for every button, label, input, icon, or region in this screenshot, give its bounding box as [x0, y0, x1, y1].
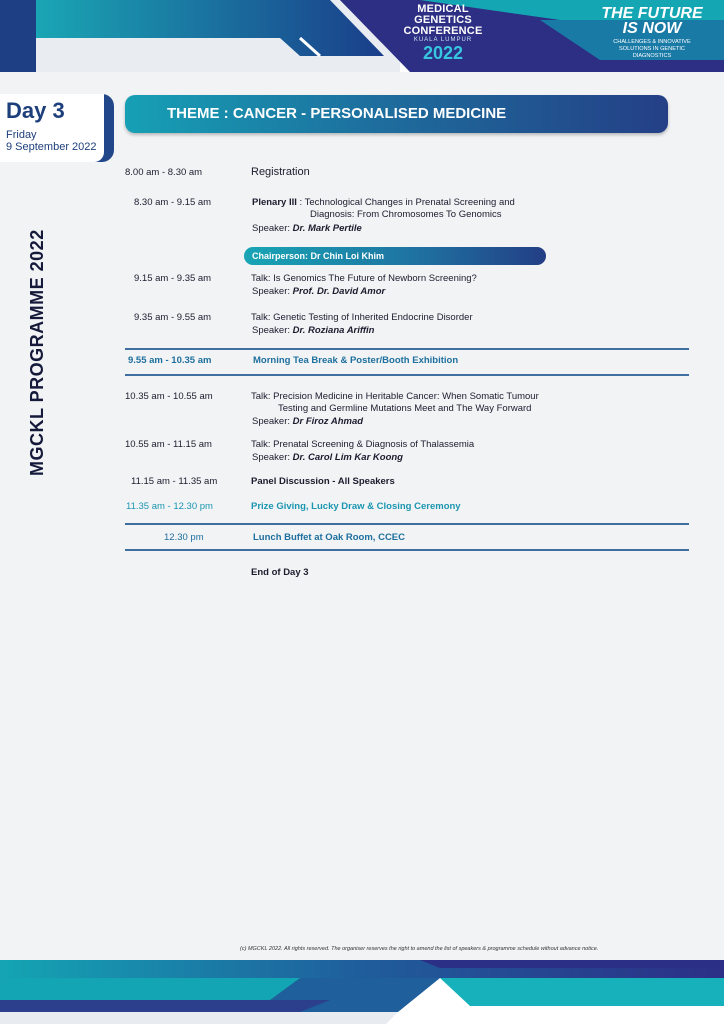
- tagline-sub-1: CHALLENGES & INNOVATIVE: [613, 39, 691, 45]
- logo-line-3: CONFERENCE: [403, 25, 483, 37]
- session-plenary: [252, 197, 515, 208]
- divider: [125, 348, 689, 350]
- session-panel: Panel Discussion - All Speakers: [251, 476, 395, 487]
- time-1: 8.00 am - 8.30 am: [125, 167, 203, 178]
- time-3: 9.15 am - 9.35 am: [134, 273, 212, 284]
- end-of-day: End of Day 3: [251, 567, 309, 578]
- logo-city: KUALA LUMPUR: [413, 37, 473, 43]
- divider: [125, 374, 689, 376]
- logo-line-1: MEDICAL: [417, 3, 469, 15]
- theme-banner: [125, 95, 668, 133]
- day-title: Day 3: [6, 98, 65, 123]
- session-registration: Registration: [251, 166, 310, 178]
- speaker-label: Speaker:: [252, 416, 293, 427]
- time-2: 8.30 am - 9.15 am: [134, 197, 212, 208]
- tagline-line-1: THE FUTURE: [601, 5, 703, 22]
- session-talk-newborn: Talk: Is Genomics The Future of Newborn Screening?: [251, 273, 477, 284]
- conference-logo: [398, 4, 488, 62]
- programme-side-title: MGCKL PROGRAMME 2022: [27, 229, 47, 476]
- time-10: 12.30 pm: [164, 532, 204, 543]
- time-5: 9.55 am - 10.35 am: [128, 355, 212, 366]
- speaker-label: Speaker:: [252, 325, 293, 336]
- chairperson-banner: [244, 247, 546, 265]
- day-date: [6, 129, 97, 153]
- tagline-sub-2: SOLUTIONS IN GENETIC: [619, 46, 685, 52]
- session-talk-thalassemia: Talk: Prenatal Screening & Diagnosis of Thalassemia: [251, 439, 475, 450]
- session-talk-endocrine: Talk: Genetic Testing of Inherited Endocrine Disorder: [251, 312, 473, 323]
- chairperson-text: Chairperson: Dr Chin Loi Khim: [252, 251, 385, 261]
- plenary-title-2: Diagnosis: From Chromosomes To Genomics: [310, 209, 502, 220]
- time-4: 9.35 am - 9.55 am: [134, 312, 212, 323]
- talk-thalassemia-speaker: [252, 452, 403, 463]
- speaker-name: Dr. Mark Pertile: [292, 223, 362, 234]
- copyright-footnote: (c) MGCKL 2022. All rights reserved. The organiser reserves the right to amend the list of speakers & programme schedule without advance notice.: [240, 946, 599, 952]
- speaker-label: Speaker:: [252, 452, 293, 463]
- logo-year: 2022: [422, 43, 464, 63]
- talk-endocrine-speaker: [252, 325, 375, 336]
- speaker-label: Speaker:: [252, 223, 293, 234]
- time-8: 11.15 am - 11.35 am: [131, 476, 218, 487]
- talk-cancer-speaker: [252, 416, 363, 427]
- logo-line-2: GENETICS: [414, 14, 472, 26]
- divider: [125, 523, 689, 525]
- plenary-label: Plenary III: [252, 197, 297, 208]
- talk-cancer-title-2: Testing and Germline Mutations Meet and The Way Forward: [278, 403, 532, 414]
- tagline-sub-3: DIAGNOSTICS: [632, 53, 672, 59]
- tagline: [590, 6, 714, 60]
- divider: [125, 549, 689, 551]
- day-full-date: 9 September 2022: [6, 141, 97, 153]
- session-closing: Prize Giving, Lucky Draw & Closing Ceremony: [251, 501, 461, 512]
- time-6: 10.35 am - 10.55 am: [125, 391, 213, 402]
- theme-title: THEME : CANCER - PERSONALISED MEDICINE: [167, 105, 507, 122]
- session-tea-break: Morning Tea Break & Poster/Booth Exhibition: [253, 355, 459, 366]
- speaker-label: Speaker:: [252, 286, 293, 297]
- session-talk-cancer: Talk: Precision Medicine in Heritable Cancer: When Somatic Tumour: [251, 391, 539, 402]
- plenary-title-1: : Technological Changes in Prenatal Screening and: [296, 197, 515, 208]
- speaker-name: Dr. Roziana Ariffin: [292, 325, 375, 336]
- time-9: 11.35 am - 12.30 pm: [126, 501, 213, 512]
- tagline-line-2: IS NOW: [622, 20, 682, 37]
- footer-banner: [0, 960, 724, 1024]
- plenary-speaker: [252, 223, 362, 234]
- session-lunch: Lunch Buffet at Oak Room, CCEC: [253, 532, 406, 543]
- speaker-name: Prof. Dr. David Amor: [292, 286, 386, 297]
- day-weekday: Friday: [6, 129, 37, 141]
- speaker-name: Dr. Carol Lim Kar Koong: [292, 452, 403, 463]
- speaker-name: Dr Firoz Ahmad: [292, 416, 364, 427]
- talk-newborn-speaker: [252, 286, 385, 297]
- time-7: 10.55 am - 11.15 am: [125, 439, 212, 450]
